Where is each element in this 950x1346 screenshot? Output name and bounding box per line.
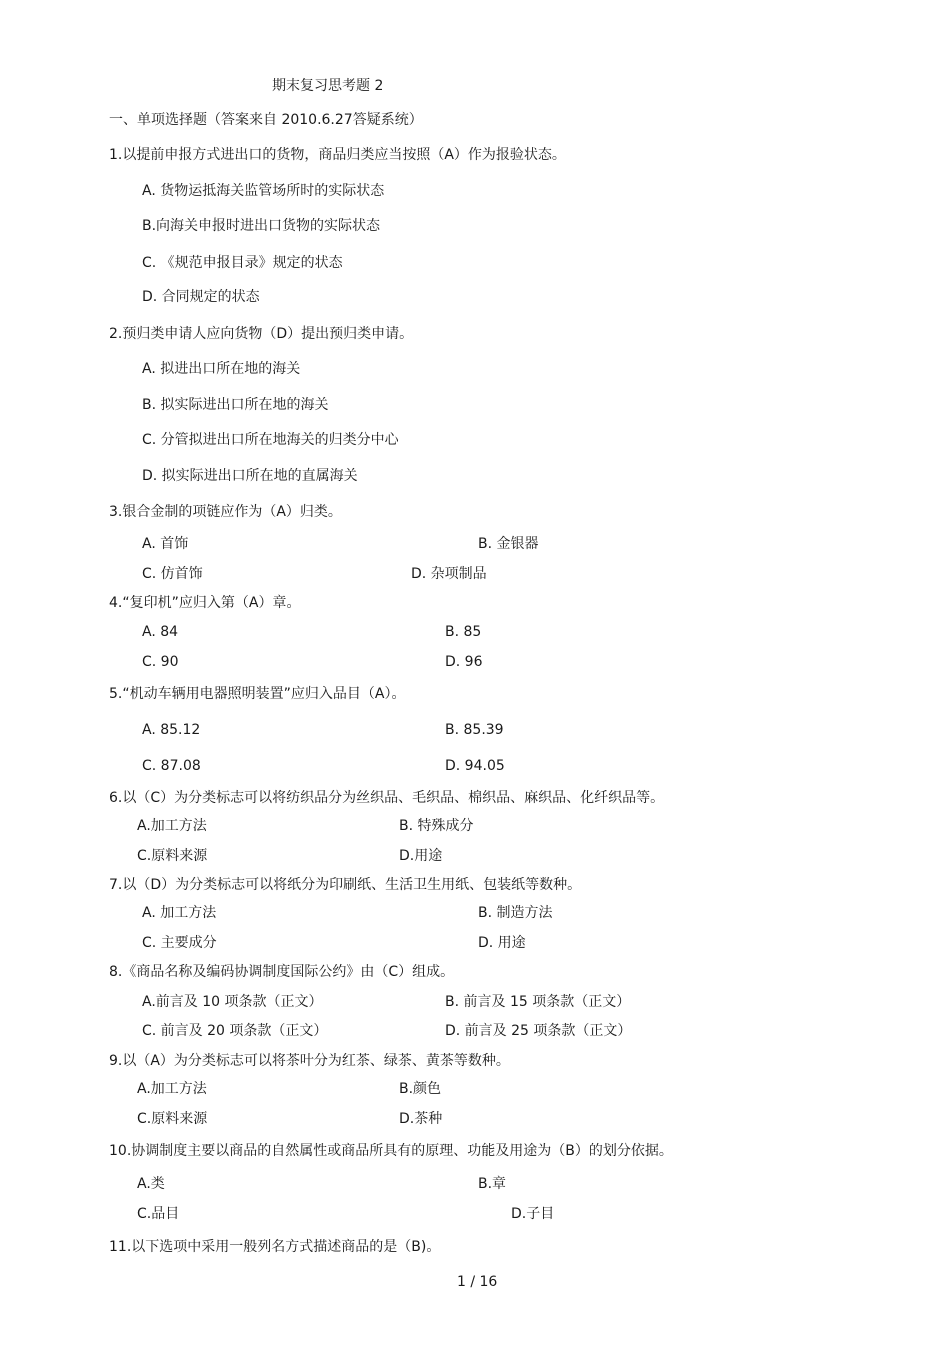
- question-6-stem: 6.以（C）为分类标志可以将纺织品分为丝织品、毛织品、棉织品、麻织品、化纤织品等。: [109, 790, 665, 806]
- question-7-option-a: A. 加工方法: [142, 905, 217, 921]
- question-1-option-d: D. 合同规定的状态: [142, 289, 260, 305]
- question-7-option-d: D. 用途: [478, 935, 526, 951]
- question-8-option-d: D. 前言及 25 项条款（正文）: [445, 1023, 632, 1039]
- question-2-option-d: D. 拟实际进出口所在地的直属海关: [142, 468, 358, 484]
- question-2-option-c: C. 分管拟进出口所在地海关的归类分中心: [142, 432, 399, 448]
- question-4-option-c: C. 90: [142, 654, 179, 670]
- question-4-option-b: B. 85: [445, 624, 482, 640]
- question-1-option-b: B.向海关申报时进出口货物的实际状态: [142, 218, 381, 234]
- section-heading: 一、单项选择题（答案来自 2010.6.27答疑系统）: [109, 112, 423, 128]
- question-10-option-a: A.类: [137, 1176, 165, 1192]
- question-8-stem: 8.《商品名称及编码协调制度国际公约》由（C）组成。: [109, 964, 455, 980]
- question-10-option-d: D.子目: [511, 1206, 555, 1222]
- question-7-option-b: B. 制造方法: [478, 905, 553, 921]
- question-10-option-b: B.章: [478, 1176, 507, 1192]
- question-8-option-b: B. 前言及 15 项条款（正文）: [445, 994, 631, 1010]
- question-10-option-c: C.品目: [137, 1206, 180, 1222]
- question-4-stem: 4.“复印机”应归入第（A）章。: [109, 595, 301, 611]
- question-9-option-c: C.原料来源: [137, 1111, 208, 1127]
- question-9-option-a: A.加工方法: [137, 1081, 207, 1097]
- question-5-option-d: D. 94.05: [445, 758, 505, 774]
- question-8-option-a: A.前言及 10 项条款（正文）: [142, 994, 323, 1010]
- question-10-stem: 10.协调制度主要以商品的自然属性或商品所具有的原理、功能及用途为（B）的划分依据。: [109, 1143, 673, 1159]
- question-2-option-b: B. 拟实际进出口所在地的海关: [142, 397, 329, 413]
- question-1-option-a: A. 货物运抵海关监管场所时的实际状态: [142, 183, 385, 199]
- question-7-stem: 7.以（D）为分类标志可以将纸分为印刷纸、生活卫生用纸、包装纸等数种。: [109, 877, 582, 893]
- question-6-option-d: D.用途: [399, 848, 443, 864]
- question-2-option-a: A. 拟进出口所在地的海关: [142, 361, 301, 377]
- question-4-option-a: A. 84: [142, 624, 179, 640]
- question-3-option-c: C. 仿首饰: [142, 566, 203, 582]
- question-1-option-c: C. 《规范申报目录》规定的状态: [142, 255, 343, 271]
- question-3-option-a: A. 首饰: [142, 536, 189, 552]
- question-3-stem: 3.银合金制的项链应作为（A）归类。: [109, 504, 342, 520]
- question-4-option-d: D. 96: [445, 654, 483, 670]
- question-1-stem: 1.以提前申报方式进出口的货物，商品归类应当按照（A）作为报验状态。: [109, 147, 566, 163]
- question-9-option-b: B.颜色: [399, 1081, 442, 1097]
- question-2-stem: 2.预归类申请人应向货物（D）提出预归类申请。: [109, 326, 414, 342]
- question-9-option-d: D.茶种: [399, 1111, 443, 1127]
- question-6-option-b: B. 特殊成分: [399, 818, 474, 834]
- question-3-option-d: D. 杂项制品: [411, 566, 487, 582]
- question-6-option-c: C.原料来源: [137, 848, 208, 864]
- question-6-option-a: A.加工方法: [137, 818, 207, 834]
- question-5-option-c: C. 87.08: [142, 758, 201, 774]
- question-5-stem: 5.“机动车辆用电器照明装置”应归入品目（A）。: [109, 686, 406, 702]
- question-3-option-b: B. 金银器: [478, 536, 539, 552]
- question-5-option-b: B. 85.39: [445, 722, 504, 738]
- question-8-option-c: C. 前言及 20 项条款（正文）: [142, 1023, 328, 1039]
- page-number: 1 / 16: [457, 1274, 498, 1290]
- question-5-option-a: A. 85.12: [142, 722, 201, 738]
- question-11-stem: 11.以下选项中采用一般列名方式描述商品的是（B)。: [109, 1239, 441, 1255]
- question-7-option-c: C. 主要成分: [142, 935, 217, 951]
- question-9-stem: 9.以（A）为分类标志可以将茶叶分为红茶、绿茶、黄茶等数种。: [109, 1053, 510, 1069]
- doc-title: 期末复习思考题 2: [272, 78, 384, 94]
